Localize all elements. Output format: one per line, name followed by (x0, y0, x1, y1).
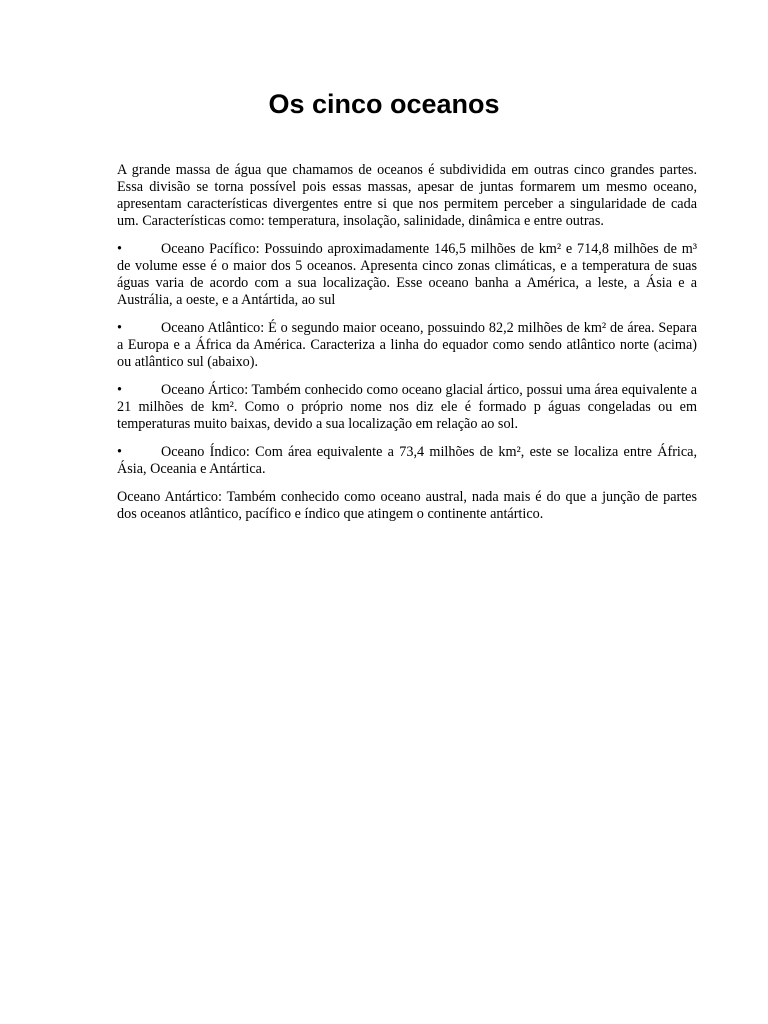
list-item-text: Oceano Ártico: Também conhecido como oceano glacial ártico, possui uma área equivalente a 21 milhões de km². Como o próprio nome nos diz ele é formado p águas congeladas ou em temperaturas muito baixas, devido a sua localização em relação ao sol. (117, 382, 697, 432)
list-item-pacifico (117, 241, 697, 309)
list-item-atlantico (117, 320, 697, 371)
list-item-text: Oceano Atlântico: É o segundo maior oceano, possuindo 82,2 milhões de km² de área. Separa a Europa e a África da América. Caracteriza a linha do equador como sendo atlântico norte (acima) ou atlântico sul (abaixo). (117, 320, 697, 370)
list-item-indico (117, 444, 697, 478)
bullet-icon: • (117, 382, 122, 398)
intro-paragraph: A grande massa de água que chamamos de oceanos é subdividida em outras cinco grandes partes. Essa divisão se torna possível pois essas massas, apesar de juntas formarem um mesmo oceano, apresentam características divergentes entre si que nos permitem perceber a singularidade de cada um. Características como: temperatura, insolação, salinidade, dinâmica e entre outras. (117, 162, 697, 229)
document-body (117, 162, 697, 534)
bullet-icon: • (117, 444, 122, 460)
list-item-text: Oceano Índico: Com área equivalente a 73,4 milhões de km², este se localiza entre África, Ásia, Oceania e Antártica. (117, 444, 697, 477)
bullet-icon: • (117, 320, 122, 336)
page-title: Os cinco oceanos (268, 89, 500, 119)
list-item-text: Oceano Pacífico: Possuindo aproximadamente 146,5 milhões de km² e 714,8 milhões de m³ de volume esse é o maior dos 5 oceanos. Apresenta cinco zonas climáticas, e a temperatura de suas águas varia de acordo com a sua localização. Esse oceano banha a América, a leste, a Ásia e a Austrália, a oeste, e a Antártida, ao sul (117, 241, 697, 308)
closing-paragraph: Oceano Antártico: Também conhecido como oceano austral, nada mais é do que a junção de partes dos oceanos atlântico, pacífico e índico que atingem o continente antártico. (117, 489, 697, 522)
bullet-icon: • (117, 241, 122, 257)
list-item-artico (117, 382, 697, 433)
